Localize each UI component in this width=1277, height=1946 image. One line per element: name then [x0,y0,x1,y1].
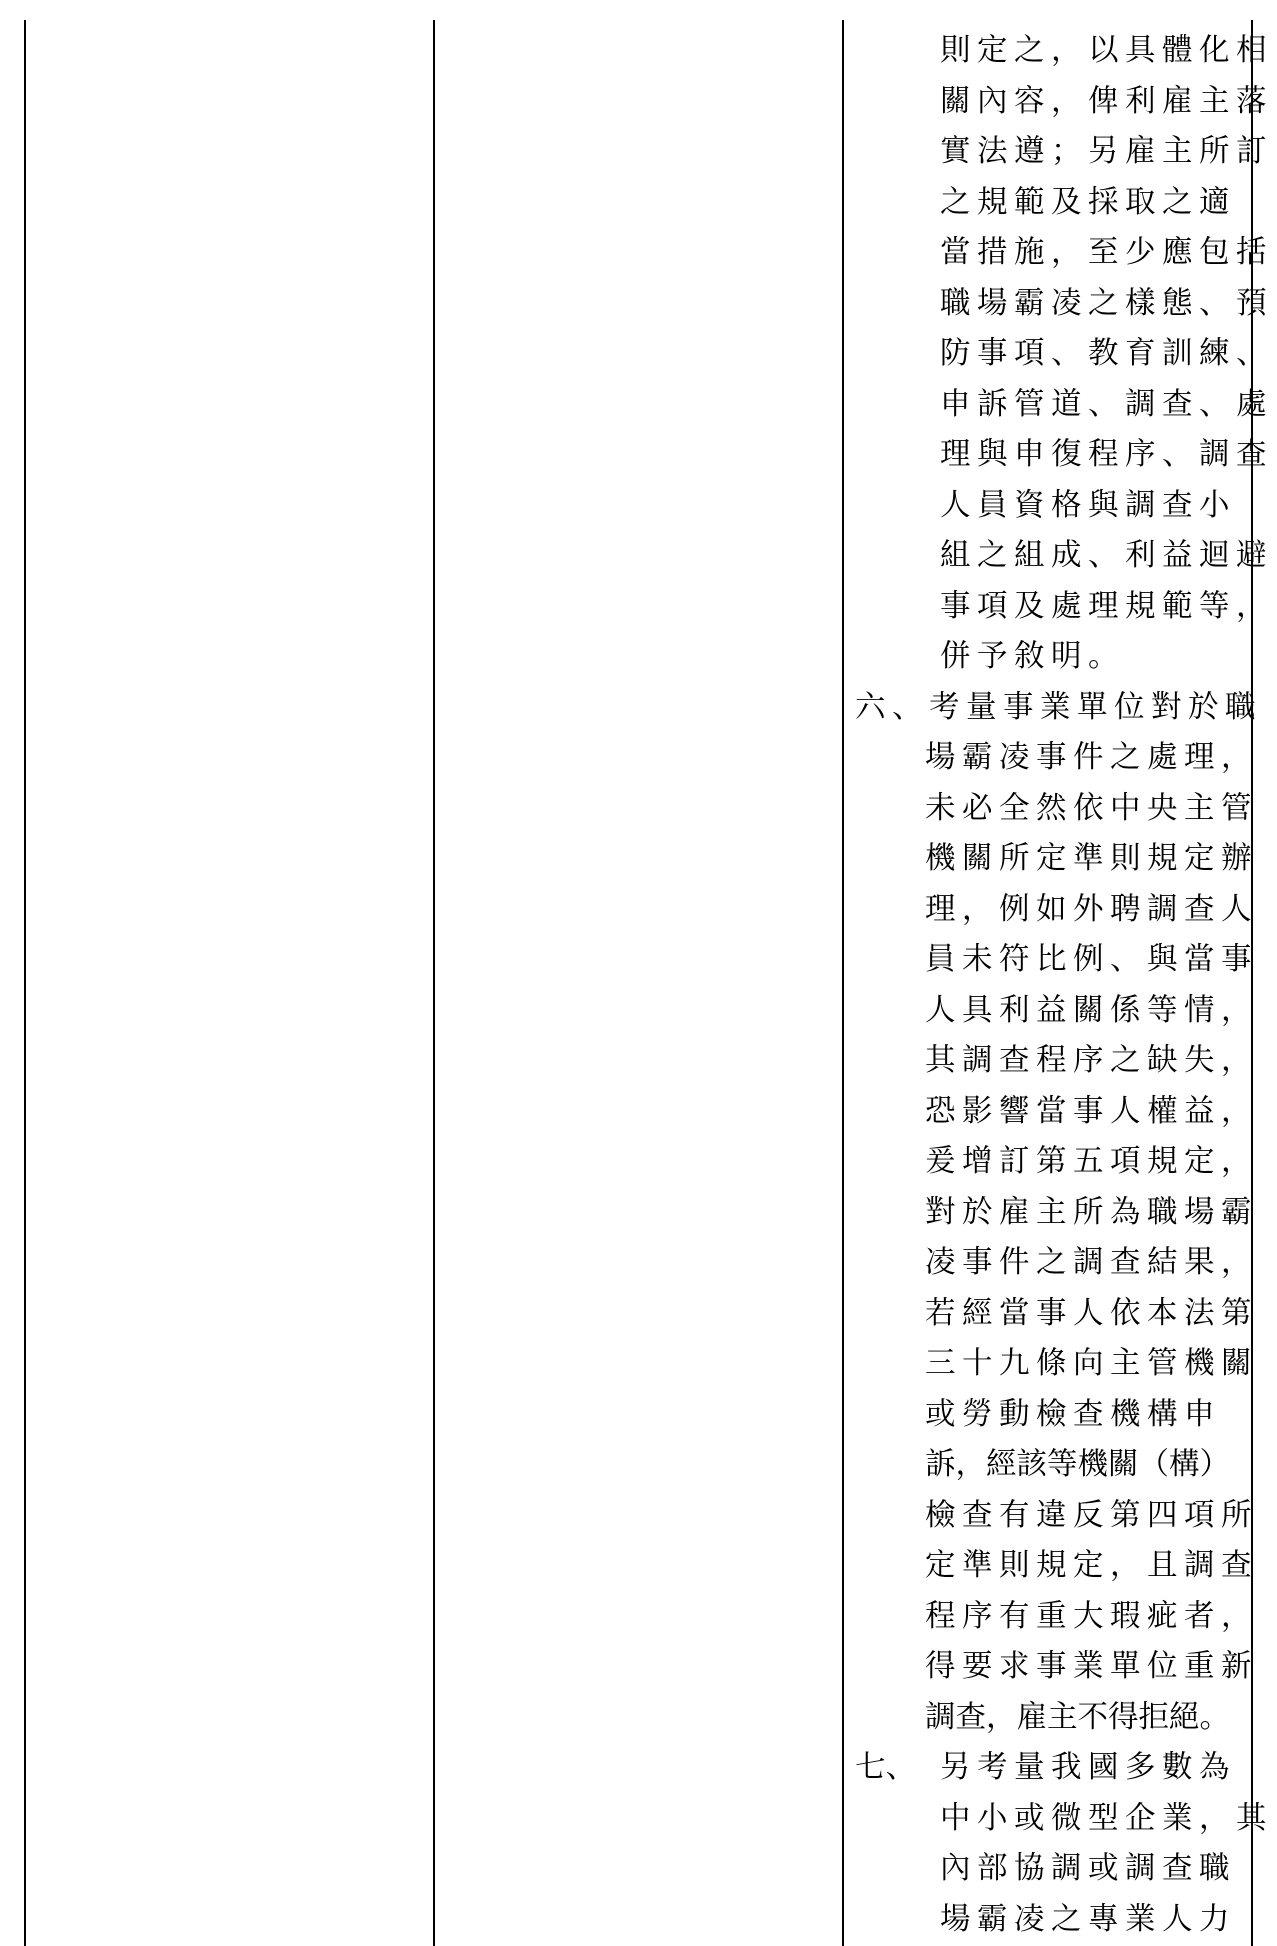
text-line: 理與申復程序、調查 [940,437,1273,472]
text-line: 申訴管道、調查、處 [940,386,1273,422]
text-line: 未必全然依中央主管 [925,790,1258,826]
text-line: 併予敘明。 [940,639,1125,674]
text-line [855,683,1262,734]
text-span: 訴，經該等機關（構） [925,1447,1230,1482]
text-line: 定準則規定，且調查 [925,1548,1258,1583]
table-cell-col1 [26,20,433,1946]
text-line: 凌事件之調查結果， [925,1245,1258,1280]
text-line: 場霸凌之專業人力 [940,1901,1236,1937]
text-span: 調查，雇主不得拒絕。 [925,1699,1230,1735]
text-line: 內部協調或調查職 [940,1851,1236,1886]
text-line: 其調查程序之缺失， [925,1043,1258,1078]
text-line: 人具利益關係等情， [925,992,1258,1028]
text-line: 恐影響當事人權益， [925,1093,1258,1129]
text-line: 爰增訂第五項規定， [925,1144,1258,1179]
text-line: 防事項、教育訓練、 [940,336,1273,371]
text-line: 當措施，至少應包括 [940,235,1273,270]
text-line: 之規範及採取之適 [940,184,1236,220]
item-7 [855,1743,1273,1945]
text-line: 員未符比例、與當事 [925,942,1258,977]
item-6 [855,683,1262,1744]
item-first-line: 考量事業單位對於職 [929,689,1262,725]
text-line: 關內容，俾利雇主落 [940,83,1273,119]
table-cell-col3 [855,26,1273,1945]
text-line: 機關所定準則規定辦 [925,841,1258,876]
text-line [855,1440,1245,1491]
item-5-continuation [855,26,1273,683]
table-cell-col2 [435,20,842,1946]
text-line: 或勞動檢查機構申 [925,1396,1221,1432]
item-marker: 七、 [855,1750,916,1785]
text-line: 事項及處理規範等， [940,588,1273,624]
text-line: 程序有重大瑕疵者， [925,1598,1258,1634]
item-marker: 六、 [855,689,929,725]
text-line: 檢查有違反第四項所 [925,1497,1258,1533]
text-line [855,1743,1245,1794]
text-line: 中小或微型企業，其 [940,1800,1273,1836]
text-line: 若經當事人依本法第 [925,1295,1258,1331]
text-line: 對於雇主所為職場霸 [925,1194,1258,1230]
text-line: 實法遵；另雇主所訂 [940,134,1273,169]
text-line: 場霸凌事件之處理， [925,740,1258,775]
text-line: 理，例如外聘調查人 [925,891,1258,927]
text-line: 則定之，以具體化相 [940,33,1273,68]
text-line: 人員資格與調查小 [940,487,1236,523]
table-column-divider-2 [842,20,844,1946]
text-line: 得要求事業單位重新 [925,1649,1258,1684]
text-line: 職場霸凌之樣態、預 [940,285,1273,321]
text-line [855,1693,1245,1744]
item-first-line: 另考量我國多數為 [940,1750,1236,1785]
text-line: 組之組成、利益迴避 [940,538,1273,573]
text-line: 三十九條向主管機關 [925,1346,1258,1381]
